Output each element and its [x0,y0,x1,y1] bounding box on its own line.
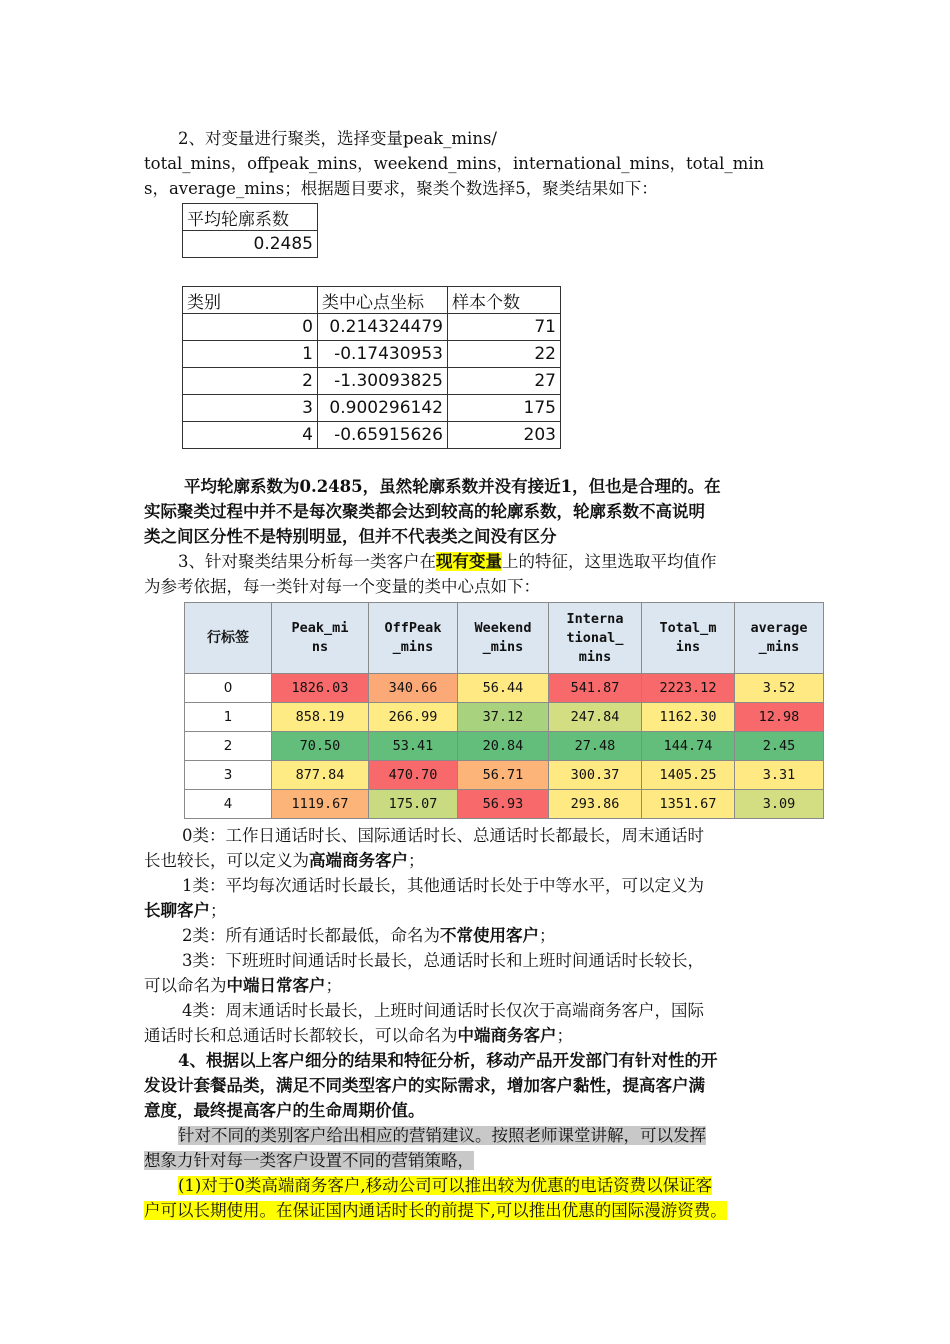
heatmap-cell: 37.12 [458,703,549,732]
heatmap-cell: 470.70 [369,761,458,790]
heatmap-column-header [642,603,735,674]
header-text-line: OffPeak [384,620,442,636]
header-text-line: _mins [758,639,800,655]
table-cell: 4 [183,422,318,449]
analysis-line3: 类之间区分性不是特别明显，但并不代表类之间没有区分 [144,527,557,546]
class4-name: 中端商务客户 [457,1026,557,1045]
heatmap-row-label: 4 [185,790,272,819]
table-cell: 203 [448,422,561,449]
class0-text: 长也较长，可以定义为 [144,851,309,870]
heatmap-cell: 1405.25 [642,761,735,790]
table-row [183,314,561,341]
heatmap-cell: 56.44 [458,674,549,703]
heatmap-cell: 858.19 [272,703,369,732]
table-cell: -1.30093825 [318,368,448,395]
table-row [183,422,561,449]
yellow-para-line1 [144,1173,806,1198]
heatmap-cell: 541.87 [549,674,642,703]
class0-end: ； [408,851,425,870]
table-cell: 22 [448,341,561,368]
header-text-line: Weekend [474,620,532,636]
column-header: 类别 [183,287,318,314]
yellow-highlight-text: (1)对于0类高端商务客户,移动公司可以推出较为优惠的电话资费以保证客 [178,1176,713,1195]
class4-line2 [144,1023,806,1048]
header-text-line: mins [578,648,612,665]
silhouette-table [182,203,318,258]
class4-line1: 4类：周末通话时长最长，上班时间通话时长仅次于高端商务客户，国际 [182,1001,704,1020]
column-header: 样本个数 [448,287,561,314]
cluster-table-header [183,287,561,314]
gray-highlight-text: 想象力针对每一类客户设置不同的营销策略， [144,1151,474,1170]
heatmap-row-label: 1 [185,703,272,732]
class4-text: 通话时长和总通话时长都较长，可以命名为 [144,1026,458,1045]
table-cell: 71 [448,314,561,341]
table-cell: 27 [448,368,561,395]
heatmap-cell: 877.84 [272,761,369,790]
class0-name: 高端商务客户 [309,851,408,870]
section3-line2: 为参考依据，每一类针对每一个变量的类中心点如下： [144,577,540,596]
section2-line1: 2、对变量进行聚类，选择变量peak_mins/ [178,129,497,148]
header-text-line: _mins [392,639,434,655]
heatmap-cell: 1826.03 [272,674,369,703]
column-header: 类中心点坐标 [318,287,448,314]
yellow-para-line2 [144,1198,806,1223]
heatmap-row-label: 2 [185,732,272,761]
header-text-line: Interna [566,610,624,627]
heatmap-column-header [458,603,549,674]
header-text-line: average [750,620,808,636]
section3-text-a: 3、针对聚类结果分析每一类客户在 [178,552,436,571]
section4-line1: 4、根据以上客户细分的结果和特征分析，移动产品开发部门有针对性的开 [178,1051,718,1070]
class1-name: 长聊客户 [144,901,210,920]
heatmap-row [185,790,824,819]
section2-line3: s，average_mins；根据题目要求，聚类个数选择5，聚类结果如下： [144,179,658,198]
heatmap-column-header [735,603,824,674]
heatmap-row [185,761,824,790]
silhouette-value: 0.2485 [183,231,318,258]
heatmap-cell: 3.52 [735,674,824,703]
highlight-existing-variables: 现有变量 [436,552,502,571]
heatmap-cell: 70.50 [272,732,369,761]
gray-para-line2 [144,1148,806,1173]
analysis-line2: 实际聚类过程中并不是每次聚类都会达到较高的轮廓系数，轮廓系数不高说明 [144,502,705,521]
heatmap-cell: 20.84 [458,732,549,761]
table-row [183,368,561,395]
heatmap-cell: 56.71 [458,761,549,790]
table-cell: 1 [183,341,318,368]
class0-line2 [144,848,806,873]
table-cell: 0.214324479 [318,314,448,341]
header-text-line: Peak_mi [291,620,349,636]
class2-end: ； [539,926,556,945]
heatmap-cell: 1162.30 [642,703,735,732]
class1-line1: 1类：平均每次通话时长最长，其他通话时长处于中等水平，可以定义为 [182,876,704,895]
heatmap-row [185,703,824,732]
class1-end: ； [210,901,227,920]
header-text-line: ins [675,639,701,655]
heatmap-cell: 340.66 [369,674,458,703]
heatmap-column-header [272,603,369,674]
table-cell: 3 [183,395,318,422]
heatmap-cell: 175.07 [369,790,458,819]
table-cell: -0.17430953 [318,341,448,368]
class3-name: 中端日常客户 [226,976,326,995]
class1-line2 [144,898,806,923]
section3-text-b: 上的特征，这里选取平均值作 [502,552,717,571]
cluster-center-heatmap [184,602,824,819]
heatmap-cell: 2.45 [735,732,824,761]
gray-para-line1 [144,1123,806,1148]
heatmap-column-header [369,603,458,674]
header-text-line: _mins [482,639,524,655]
table-cell: 2 [183,368,318,395]
class3-end: ； [325,976,342,995]
class4-end: ； [556,1026,573,1045]
heatmap-cell: 300.37 [549,761,642,790]
yellow-highlight-text: 户可以长期使用。在保证国内通话时长的前提下,可以推出优惠的国际漫游资费。 [144,1201,727,1220]
table-row [183,395,561,422]
heatmap-cell: 1119.67 [272,790,369,819]
table-cell: 0 [183,314,318,341]
table-row [183,341,561,368]
header-text-line: tional_ [566,629,624,646]
section2-line2: total_mins，offpeak_mins，weekend_mins，international_mins，total_min [144,154,765,173]
header-text-line: Total_m [659,620,717,636]
section4-line3: 意度，最终提高客户的生命周期价值。 [144,1101,425,1120]
heatmap-cell: 266.99 [369,703,458,732]
heatmap-header-row [185,603,824,674]
cluster-table [182,286,561,449]
heatmap-cell: 247.84 [549,703,642,732]
class0-line1: 0类：工作日通话时长、国际通话时长、总通话时长都最长，周末通话时 [182,826,704,845]
heatmap-row [185,732,824,761]
section4-line2: 发设计套餐品类，满足不同类型客户的实际需求，增加客户黏性，提高客户满 [144,1076,705,1095]
class2-line1 [144,923,806,948]
header-text-line: ns [311,639,329,655]
heatmap-row-label: 3 [185,761,272,790]
analysis-line1: 平均轮廓系数为0.2485，虽然轮廓系数并没有接近1，但也是合理的。在 [184,477,721,496]
section3-line1 [144,549,806,574]
heatmap-row-label: 0 [185,674,272,703]
class3-line2 [144,973,806,998]
class3-text: 可以命名为 [144,976,227,995]
table-cell: 175 [448,395,561,422]
heatmap-cell: 1351.67 [642,790,735,819]
gray-highlight-text: 针对不同的类别客户给出相应的营销建议。按照老师课堂讲解，可以发挥 [178,1126,706,1145]
row-label-header: 行标签 [185,603,272,674]
heatmap-row [185,674,824,703]
heatmap-cell: 3.31 [735,761,824,790]
heatmap-cell: 144.74 [642,732,735,761]
class2-name: 不常使用客户 [440,926,539,945]
silhouette-header: 平均轮廓系数 [183,204,318,231]
heatmap-cell: 53.41 [369,732,458,761]
heatmap-cell: 56.93 [458,790,549,819]
table-cell: -0.65915626 [318,422,448,449]
heatmap-cell: 3.09 [735,790,824,819]
heatmap-cell: 293.86 [549,790,642,819]
class3-line1: 3类：下班班时间通话时长最长，总通话时长和上班时间通话时长较长， [182,951,704,970]
table-cell: 0.900296142 [318,395,448,422]
class2-text: 2类：所有通话时长都最低，命名为 [182,926,440,945]
heatmap-cell: 27.48 [549,732,642,761]
heatmap-cell: 12.98 [735,703,824,732]
heatmap-cell: 2223.12 [642,674,735,703]
heatmap-column-header [549,603,642,674]
